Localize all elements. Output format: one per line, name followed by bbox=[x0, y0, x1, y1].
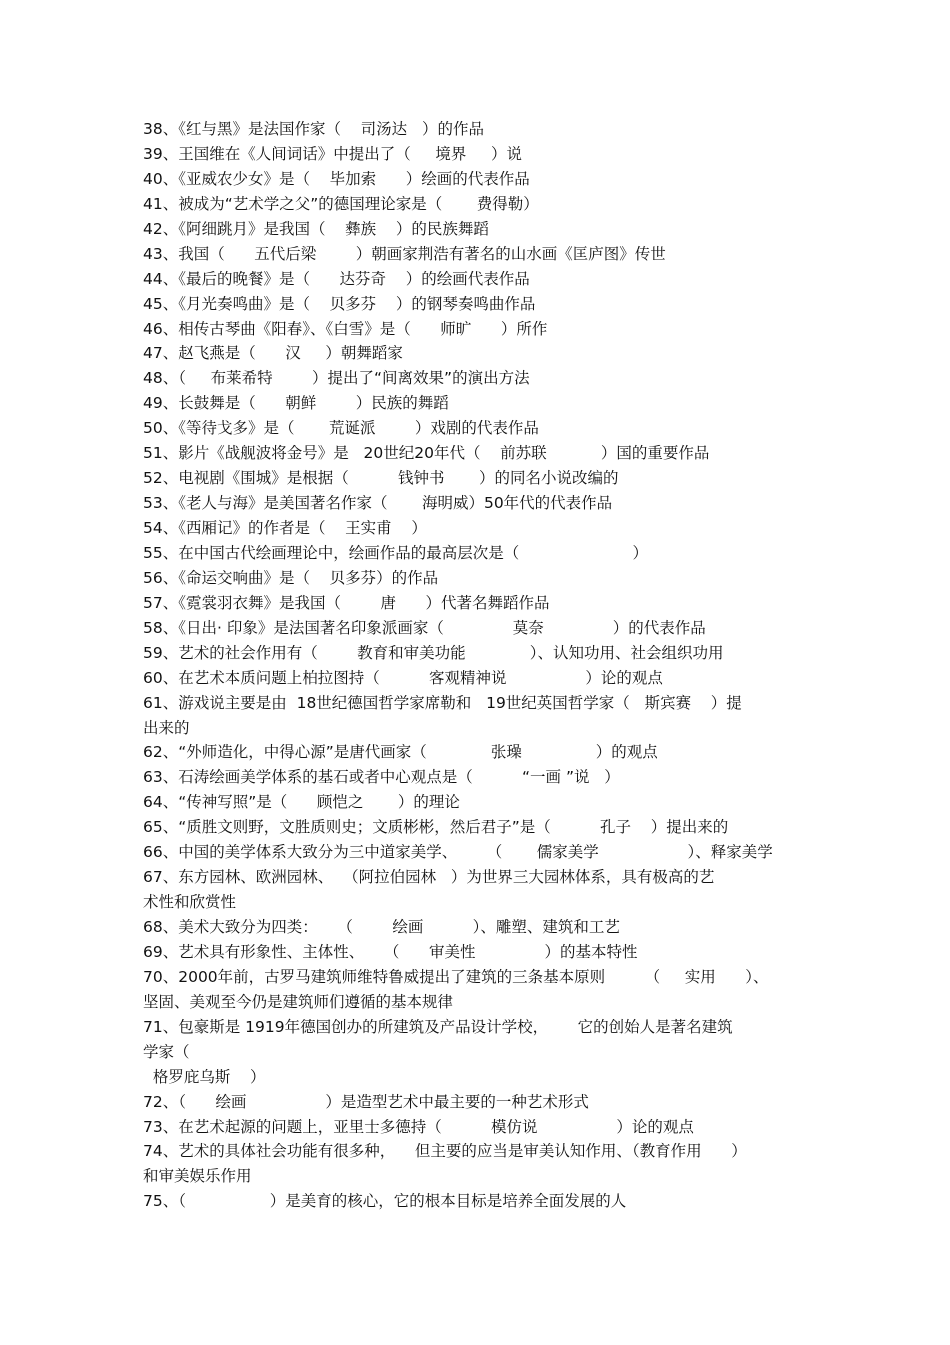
question-line: 61、游戏说主要是由 18世纪德国哲学家席勒和 19世纪英国哲学家（ 斯宾赛 ）提 bbox=[143, 693, 742, 712]
question-line: 格罗庇乌斯 ） bbox=[143, 1067, 266, 1086]
question-line: 55、在中国古代绘画理论中，绘画作品的最高层次是（ ） bbox=[143, 543, 649, 562]
question-line: 72、（ 绘画 ）是造型艺术中最主要的一种艺术形式 bbox=[143, 1092, 589, 1111]
question-line: 57、《霓裳羽衣舞》是我国（ 唐 ）代著名舞蹈作品 bbox=[143, 593, 550, 612]
question-line: 64、“传神写照”是（ 顾恺之 ）的理论 bbox=[143, 793, 460, 812]
question-line: 63、石涛绘画美学体系的基石或者中心观点是（ “一画 ”说 ） bbox=[143, 768, 620, 787]
question-line: 出来的 bbox=[143, 718, 190, 737]
question-line: 48、（ 布莱希特 ）提出了“间离效果”的演出方法 bbox=[143, 369, 530, 388]
question-line: 74、艺术的具体社会功能有很多种， 但主要的应当是审美认知作用、（教育作用 ） bbox=[143, 1142, 747, 1161]
question-line: 56、《命运交响曲》是（ 贝多芬）的作品 bbox=[143, 568, 439, 587]
question-line: 75、（ ）是美育的核心，它的根本目标是培养全面发展的人 bbox=[143, 1192, 627, 1211]
question-line: 59、艺术的社会作用有（ 教育和审美功能 ）、认知功用、社会组织功用 bbox=[143, 643, 724, 662]
question-line: 65、“质胜文则野，文胜质则史；文质彬彬，然后君子”是（ 孔子 ）提出来的 bbox=[143, 818, 729, 837]
question-line: 40、《亚威农少女》是（ 毕加索 ）绘画的代表作品 bbox=[143, 169, 530, 188]
question-line: 坚固、美观至今仍是建筑师们遵循的基本规律 bbox=[143, 992, 454, 1011]
question-line: 60、在艺术本质问题上柏拉图持（ 客观精神说 ）论的观点 bbox=[143, 668, 663, 687]
question-line: 和审美娱乐作用 bbox=[143, 1167, 252, 1186]
question-line: 66、中国的美学体系大致分为三中道家美学、 （ 儒家美学 ）、释家美学 bbox=[143, 843, 773, 862]
question-line: 70、2000年前，古罗马建筑师维特鲁威提出了建筑的三条基本原则 （ 实用 ）、 bbox=[143, 967, 769, 986]
question-line: 51、影片《战舰波将金号》是 20世纪20年代（ 前苏联 ）国的重要作品 bbox=[143, 444, 710, 463]
question-line: 62、“外师造化，中得心源”是唐代画家（ 张璪 ）的观点 bbox=[143, 743, 658, 762]
question-line: 46、相传古琴曲《阳春》、《白雪》是（ 师旷 ）所作 bbox=[143, 319, 548, 338]
question-line: 术性和欣赏性 bbox=[143, 893, 237, 912]
question-line: 50、《等待戈多》是（ 荒诞派 ）戏剧的代表作品 bbox=[143, 419, 539, 438]
question-line: 49、长鼓舞是（ 朝鲜 ）民族的舞蹈 bbox=[143, 394, 449, 413]
question-line: 54、《西厢记》的作者是（ 王实甫 ） bbox=[143, 519, 427, 537]
question-line: 41、被成为“艺术学之父”的德国理论家是（ 费得勒） bbox=[143, 194, 539, 213]
question-line: 71、包豪斯是 1919年德国创办的所建筑及产品设计学校， 它的创始人是著名建筑 bbox=[143, 1017, 733, 1036]
question-line: 53、《老人与海》是美国著名作家（ 海明威）50年代的代表作品 bbox=[143, 494, 613, 513]
question-line: 38、《红与黑》是法国作家（ 司汤达 ）的作品 bbox=[143, 120, 484, 138]
question-line: 67、东方园林、欧洲园林、 （阿拉伯园林 ）为世界三大园林体系，具有极高的艺 bbox=[143, 868, 715, 887]
question-line: 52、电视剧《围城》是根据（ 钱钟书 ）的同名小说改编的 bbox=[143, 469, 619, 488]
document-body bbox=[143, 117, 815, 1214]
question-line: 44、《最后的晚餐》是（ 达芬奇 ）的绘画代表作品 bbox=[143, 269, 530, 288]
question-line: 42、《阿细跳月》是我国（ 彝族 ）的民族舞蹈 bbox=[143, 219, 489, 238]
question-line: 45、《月光奏鸣曲》是（ 贝多芬 ）的钢琴奏鸣曲作品 bbox=[143, 294, 536, 313]
question-line: 47、赵飞燕是（ 汉 ）朝舞蹈家 bbox=[143, 344, 403, 363]
question-line: 43、我国（ 五代后梁 ）朝画家荆浩有著名的山水画《匡庐图》传世 bbox=[143, 244, 666, 263]
question-line: 69、艺术具有形象性、主体性、 （ 审美性 ）的基本特性 bbox=[143, 942, 638, 961]
question-line: 68、美术大致分为四类： （ 绘画 ）、雕塑、建筑和工艺 bbox=[143, 918, 620, 936]
question-line: 58、《日出· 印象》是法国著名印象派画家（ 莫奈 ）的代表作品 bbox=[143, 618, 706, 637]
question-line: 73、在艺术起源的问题上，亚里士多德持（ 模仿说 ）论的观点 bbox=[143, 1117, 694, 1136]
question-line: 39、王国维在《人间词话》中提出了（ 境界 ）说 bbox=[143, 144, 522, 163]
question-line: 学家（ bbox=[143, 1042, 190, 1061]
